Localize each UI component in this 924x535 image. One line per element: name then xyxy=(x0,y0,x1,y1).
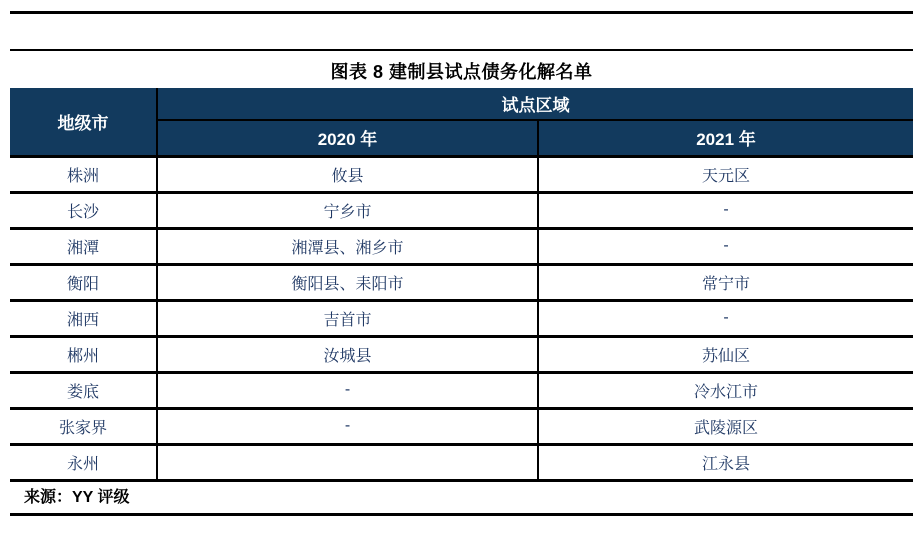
cell-2021: - xyxy=(538,228,913,264)
cell-2020: 吉首市 xyxy=(157,300,538,336)
cell-2021: 苏仙区 xyxy=(538,336,913,372)
cell-2021: - xyxy=(538,300,913,336)
cell-city: 永州 xyxy=(10,444,157,480)
cell-2020 xyxy=(157,444,538,480)
figure-title: 图表 8 建制县试点债务化解名单 xyxy=(330,62,593,82)
cell-2020: 宁乡市 xyxy=(157,192,538,228)
cell-city: 娄底 xyxy=(10,372,157,408)
table-row xyxy=(10,300,913,336)
cell-2021: 武陵源区 xyxy=(538,408,913,444)
table-row xyxy=(10,408,913,444)
column-header-city: 地级市 xyxy=(10,88,157,156)
cell-city: 张家界 xyxy=(10,408,157,444)
page-bottom-rule xyxy=(10,513,913,516)
pilot-county-table xyxy=(10,88,913,482)
table-row xyxy=(10,192,913,228)
table-header xyxy=(10,88,913,156)
cell-city: 长沙 xyxy=(10,192,157,228)
report-page-fragment xyxy=(10,11,913,516)
cell-2021: 天元区 xyxy=(538,156,913,192)
page-top-rule xyxy=(10,11,913,14)
cell-2021: - xyxy=(538,192,913,228)
table-row xyxy=(10,228,913,264)
cell-2020: 衡阳县、耒阳市 xyxy=(157,264,538,300)
cell-2020: 攸县 xyxy=(157,156,538,192)
column-header-2021: 2021 年 xyxy=(538,120,913,156)
table-row xyxy=(10,372,913,408)
source-note: 来源：YY 评级 xyxy=(24,488,130,506)
table-header-row-1 xyxy=(10,88,913,120)
cell-city: 衡阳 xyxy=(10,264,157,300)
column-header-2020: 2020 年 xyxy=(157,120,538,156)
table-row xyxy=(10,444,913,480)
cell-city: 湘潭 xyxy=(10,228,157,264)
cell-2021: 常宁市 xyxy=(538,264,913,300)
cell-2020: - xyxy=(157,408,538,444)
table-row xyxy=(10,336,913,372)
table-row xyxy=(10,264,913,300)
cell-city: 株洲 xyxy=(10,156,157,192)
cell-city: 郴州 xyxy=(10,336,157,372)
table-body xyxy=(10,156,913,480)
cell-2020: - xyxy=(157,372,538,408)
cell-2020: 湘潭县、湘乡市 xyxy=(157,228,538,264)
column-header-pilot-region: 试点区域 xyxy=(157,88,913,120)
table-row xyxy=(10,156,913,192)
cell-2020: 汝城县 xyxy=(157,336,538,372)
header-divider-rule xyxy=(10,49,913,51)
cell-city: 湘西 xyxy=(10,300,157,336)
cell-2021: 江永县 xyxy=(538,444,913,480)
cell-2021: 冷水江市 xyxy=(538,372,913,408)
